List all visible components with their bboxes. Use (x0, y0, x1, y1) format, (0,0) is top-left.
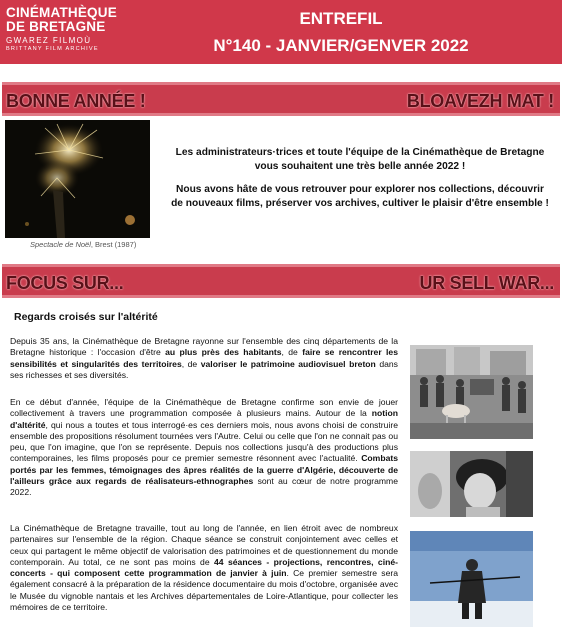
article-paragraph-2 (10, 397, 398, 499)
article-paragraph-3 (10, 523, 398, 613)
caption-title: Spectacle de Noël (30, 240, 91, 249)
text-run: En ce début d'année, l'équipe de la Cinémathèque de Bretagne confirme son envie de jouer collectivement à travers une programmation composée à plusieurs mains. Autour de la (10, 397, 398, 419)
emphasis-run: Combats portés par les femmes, témoignages des âpres réalités de la guerre d'Algérie, découverte de l'ailleurs grâce aux regards de réalisateurs-ethnographes (10, 453, 398, 487)
arctic-image (410, 531, 533, 627)
emphasis-run: notion d'altérité (10, 408, 398, 430)
logo-line2: DE BRETAGNE (6, 19, 106, 34)
section-bar-focus (2, 264, 560, 298)
newsletter-issue: N°140 - JANVIER/GENVER 2022 (213, 36, 469, 55)
text-run: , de (181, 358, 201, 369)
section-bar-new-year (2, 82, 560, 116)
market-crowd-image (410, 345, 533, 439)
header-banner (0, 0, 562, 64)
brand-logo[interactable] (6, 6, 116, 53)
photo-christmas-show[interactable] (5, 120, 150, 238)
greeting-text-1: Les administrateurs·trices et toute l'équipe de la Cinémathèque de Bretagne vous souhaitent une très belle année 2022 ! (175, 147, 545, 172)
section-title-right: UR SELL WAR... (419, 273, 554, 293)
text-run: dans ses richesses et ses diversités. (10, 358, 398, 380)
text-run: , qui nous a toutes et tous interrogé·es ces derniers mois, nous avons choisi de construire ensemble des propositions résolument tournées vers l'Autre. Celui ou celle que l'on ne connait pas ou peu, que l'on imagine, que l'on se représente. Depuis nos collections jusqu'à des productions plus contemporaines, les films proposés pour ce premier semestre résonnent avec l'actualité. (10, 419, 398, 464)
emphasis-run: faire se rencontrer les sensibilités et singularités des territoires (10, 347, 398, 369)
text-run: sont au cœur de notre programme 2022. (10, 476, 398, 498)
newsletter-title: ENTREFIL (299, 9, 383, 28)
caption-detail: , Brest (1987) (90, 240, 137, 249)
text-run: . Ce premier semestre sera également consacré à la préparation de la résidence documentaire du mois d'octobre, organisée avec le Musée du vignoble nantais et les Archives départementales de Loire-Atlantique, pour collecter les mémoires de ce territoire. (10, 568, 398, 613)
section-title-left: BONNE ANNÉE ! (6, 91, 146, 111)
fireworks-image (5, 120, 150, 238)
text-run: La Cinémathèque de Bretagne travaille, tout au long de l'année, en lien étroit avec de nombreux partenaires sur l'ensemble de la région. Chaque séance se construit conjointement avec celles et ceux qui partagent le même objectif de valorisation des patrimoines et de questionnement du monde contemporain. Au total, ce ne sont pas moins de (10, 523, 398, 567)
photo-woman-portrait[interactable] (410, 451, 533, 517)
logo-line3: GWAREZ FILMOÙ (6, 36, 92, 45)
logo-line4: BRITTANY FILM ARCHIVE (6, 46, 99, 52)
section-title-left: FOCUS SUR... (6, 273, 124, 293)
text-run: Depuis 35 ans, la Cinémathèque de Bretagne rayonne sur l'ensemble des cinq départements de la Bretagne historique : l'occasion d'être (10, 336, 398, 358)
emphasis-run: valoriser le patrimoine audiovisuel breton (200, 358, 376, 369)
text-run: , de (281, 347, 303, 358)
photo-arctic-man[interactable] (410, 531, 533, 627)
article-subheading: Regards croisés sur l'altérité (14, 311, 158, 323)
logo-line1: CINÉMATHÈQUE (6, 5, 117, 20)
greeting-text-2: Nous avons hâte de vous retrouver pour explorer nos collections, découvrir de nouveaux films, préserver vos archives, cultiver le plaisir d'être ensemble ! (171, 184, 549, 209)
emphasis-run: au plus près des habitants (165, 347, 282, 358)
emphasis-run: 44 séances - projections, rencontres, ciné-concerts - qui composent cette programmation de janvier à juin (10, 556, 398, 579)
photo-caption (30, 240, 136, 249)
portrait-image (410, 451, 533, 517)
article-paragraph-1 (10, 336, 398, 381)
section-title-right: BLOAVEZH MAT ! (406, 91, 554, 111)
photo-market-crowd[interactable] (410, 345, 533, 439)
